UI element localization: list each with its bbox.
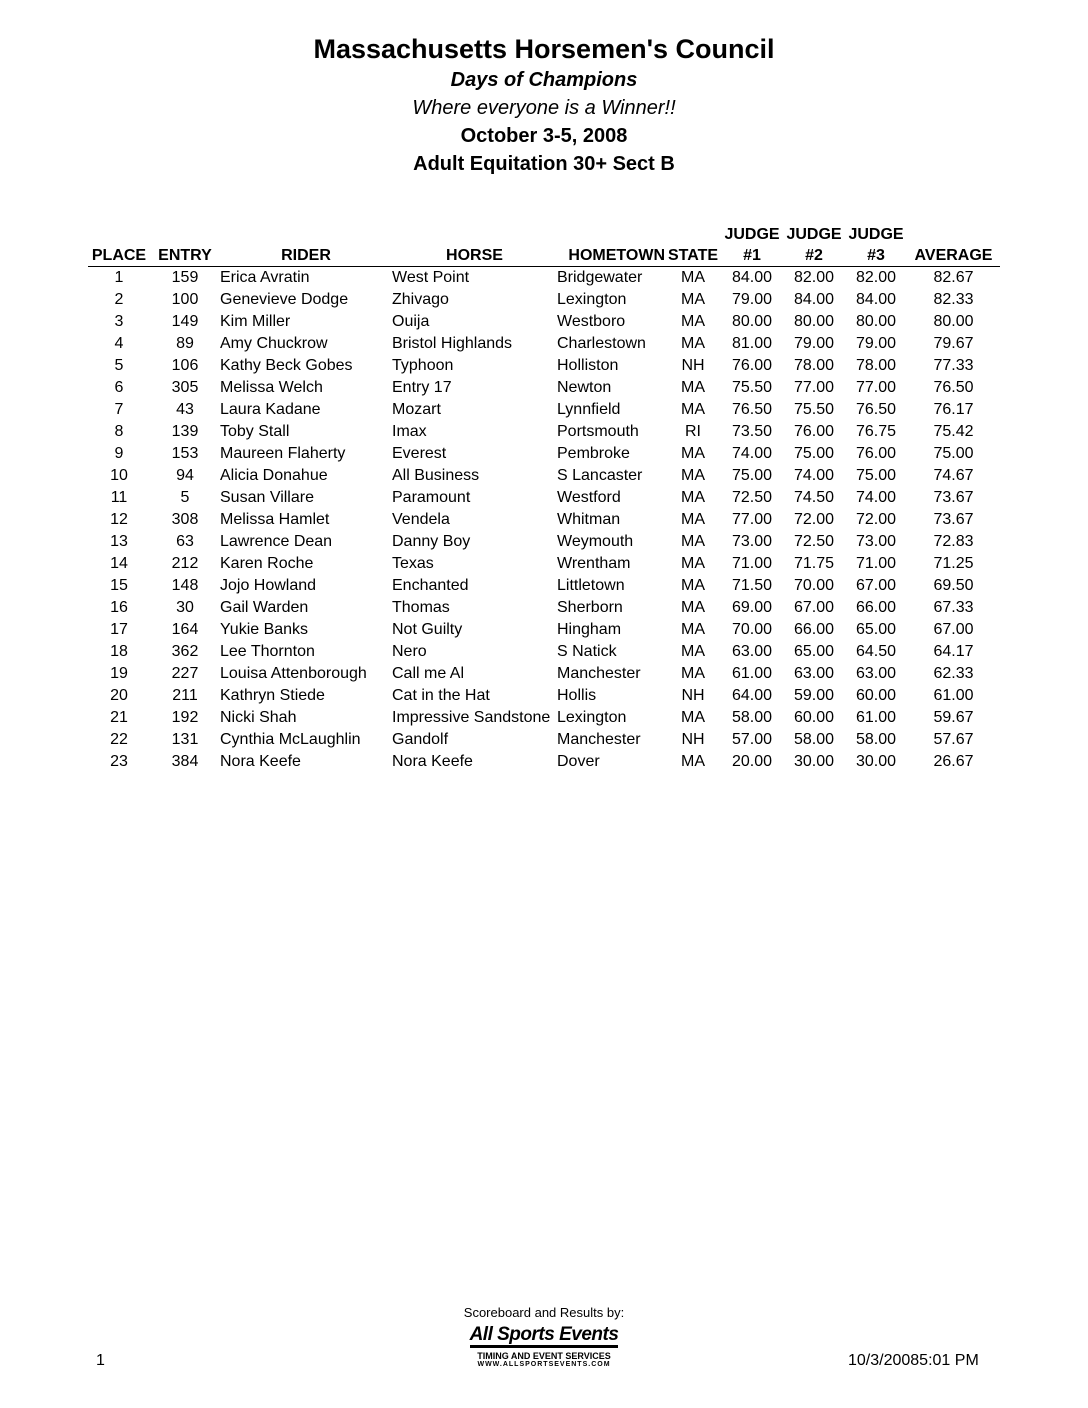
cell-judge-1: 84.00 bbox=[731, 269, 773, 286]
cell-average: 82.67 bbox=[933, 269, 974, 286]
class-name: Adult Equitation 30+ Sect B bbox=[413, 153, 675, 175]
cell-hometown: Whitman bbox=[557, 511, 621, 528]
cell-hometown: Pembroke bbox=[557, 445, 630, 462]
cell-entry: 43 bbox=[176, 401, 194, 418]
cell-judge-1: 77.00 bbox=[731, 511, 773, 528]
cell-judge-3: 63.00 bbox=[855, 665, 897, 682]
cell-entry: 192 bbox=[171, 709, 199, 726]
cell-entry: 153 bbox=[171, 445, 199, 462]
cell-rider: Jojo Howland bbox=[220, 577, 317, 594]
cell-judge-2: 77.00 bbox=[793, 379, 835, 396]
cell-judge-3: 75.00 bbox=[855, 467, 897, 484]
table-row bbox=[88, 289, 1000, 311]
cell-state: MA bbox=[681, 599, 705, 616]
col-header-entry: ENTRY bbox=[150, 245, 220, 267]
cell-rider: Kim Miller bbox=[220, 313, 291, 330]
cell-rider: Genevieve Dodge bbox=[220, 291, 349, 308]
table-row bbox=[88, 443, 1000, 465]
cell-rider: Gail Warden bbox=[220, 599, 309, 616]
cell-average: 71.25 bbox=[933, 555, 974, 572]
cell-horse: Texas bbox=[392, 555, 434, 572]
col-header-judge-1: #1 bbox=[721, 245, 783, 267]
cell-judge-3: 77.00 bbox=[855, 379, 897, 396]
cell-average: 67.00 bbox=[933, 621, 974, 638]
cell-rider: Alicia Donahue bbox=[220, 467, 328, 484]
cell-rider: Maureen Flaherty bbox=[220, 445, 346, 462]
cell-average: 80.00 bbox=[933, 313, 974, 330]
cell-hometown: Lexington bbox=[557, 709, 627, 726]
col-header-horse: HORSE bbox=[392, 245, 557, 267]
cell-average: 79.67 bbox=[933, 335, 974, 352]
cell-hometown: Hollis bbox=[557, 687, 597, 704]
cell-state: MA bbox=[681, 665, 705, 682]
cell-entry: 89 bbox=[176, 335, 194, 352]
cell-judge-3: 76.00 bbox=[855, 445, 897, 462]
cell-horse: Paramount bbox=[392, 489, 471, 506]
cell-state: MA bbox=[681, 753, 705, 770]
company-logo bbox=[0, 1324, 1088, 1346]
cell-average: 67.33 bbox=[933, 599, 974, 616]
cell-horse: Danny Boy bbox=[392, 533, 471, 550]
cell-rider: Toby Stall bbox=[220, 423, 290, 440]
cell-place: 16 bbox=[110, 599, 128, 616]
print-timestamp: 10/3/20085:01 PM bbox=[848, 1352, 979, 1369]
cell-state: MA bbox=[681, 313, 705, 330]
cell-horse: West Point bbox=[392, 269, 470, 286]
company-tagline: TIMING AND EVENT SERVICES bbox=[477, 1351, 611, 1361]
cell-judge-1: 72.50 bbox=[731, 489, 773, 506]
results-body bbox=[88, 267, 1000, 774]
cell-judge-2: 78.00 bbox=[793, 357, 835, 374]
cell-rider: Erica Avratin bbox=[220, 269, 310, 286]
cell-average: 59.67 bbox=[933, 709, 974, 726]
cell-entry: 100 bbox=[171, 291, 199, 308]
cell-entry: 148 bbox=[171, 577, 199, 594]
col-header-judge-3: #3 bbox=[845, 245, 907, 267]
cell-state: MA bbox=[681, 533, 705, 550]
cell-place: 15 bbox=[110, 577, 128, 594]
column-header-row bbox=[88, 245, 1000, 267]
cell-place: 7 bbox=[114, 401, 124, 418]
cell-average: 61.00 bbox=[933, 687, 974, 704]
cell-judge-1: 75.00 bbox=[731, 467, 773, 484]
cell-judge-3: 60.00 bbox=[855, 687, 897, 704]
cell-average: 76.50 bbox=[933, 379, 974, 396]
cell-entry: 5 bbox=[180, 489, 190, 506]
cell-hometown: Wrentham bbox=[557, 555, 631, 572]
cell-judge-1: 80.00 bbox=[731, 313, 773, 330]
cell-judge-3: 71.00 bbox=[855, 555, 897, 572]
event-slogan: Where everyone is a Winner!! bbox=[412, 97, 676, 119]
cell-place: 22 bbox=[110, 731, 128, 748]
cell-judge-3: 76.75 bbox=[855, 423, 897, 440]
col-header-judge-2: #2 bbox=[783, 245, 845, 267]
cell-average: 73.67 bbox=[933, 489, 974, 506]
cell-state: MA bbox=[681, 445, 705, 462]
judge-label-1: JUDGE bbox=[724, 226, 780, 243]
table-row bbox=[88, 333, 1000, 355]
cell-judge-2: 60.00 bbox=[793, 709, 835, 726]
table-row bbox=[88, 267, 1000, 290]
cell-hometown: Manchester bbox=[557, 665, 641, 682]
cell-hometown: Hingham bbox=[557, 621, 622, 638]
cell-horse: Thomas bbox=[392, 599, 450, 616]
cell-rider: Susan Villare bbox=[220, 489, 314, 506]
cell-state: RI bbox=[685, 423, 701, 440]
event-name: Days of Champions bbox=[450, 69, 638, 91]
table-row bbox=[88, 311, 1000, 333]
cell-average: 72.83 bbox=[933, 533, 974, 550]
cell-entry: 362 bbox=[171, 643, 199, 660]
cell-hometown: Sherborn bbox=[557, 599, 623, 616]
cell-judge-1: 71.50 bbox=[731, 577, 773, 594]
table-row bbox=[88, 707, 1000, 729]
table-row bbox=[88, 619, 1000, 641]
cell-judge-2: 65.00 bbox=[793, 643, 835, 660]
cell-judge-3: 61.00 bbox=[855, 709, 897, 726]
cell-hometown: Lexington bbox=[557, 291, 627, 308]
col-header-average: AVERAGE bbox=[907, 245, 1000, 267]
table-row bbox=[88, 685, 1000, 707]
company-name: All Sports Events bbox=[470, 1324, 619, 1348]
cell-judge-3: 84.00 bbox=[855, 291, 897, 308]
cell-state: NH bbox=[681, 687, 705, 704]
cell-state: MA bbox=[681, 621, 705, 638]
cell-rider: Cynthia McLaughlin bbox=[220, 731, 361, 748]
cell-judge-3: 30.00 bbox=[855, 753, 897, 770]
cell-judge-1: 81.00 bbox=[731, 335, 773, 352]
cell-state: MA bbox=[681, 401, 705, 418]
cell-judge-2: 80.00 bbox=[793, 313, 835, 330]
cell-entry: 131 bbox=[171, 731, 199, 748]
cell-rider: Karen Roche bbox=[220, 555, 314, 572]
cell-horse: Impressive Sandstone bbox=[392, 709, 551, 726]
cell-entry: 159 bbox=[171, 269, 199, 286]
cell-place: 3 bbox=[114, 313, 124, 330]
cell-average: 75.00 bbox=[933, 445, 974, 462]
cell-judge-3: 82.00 bbox=[855, 269, 897, 286]
cell-judge-1: 64.00 bbox=[731, 687, 773, 704]
table-row bbox=[88, 663, 1000, 685]
cell-rider: Yukie Banks bbox=[220, 621, 309, 638]
cell-state: MA bbox=[681, 643, 705, 660]
cell-average: 57.67 bbox=[933, 731, 974, 748]
cell-place: 11 bbox=[110, 489, 128, 506]
table-row bbox=[88, 377, 1000, 399]
cell-state: MA bbox=[681, 467, 705, 484]
cell-judge-2: 58.00 bbox=[793, 731, 835, 748]
cell-judge-3: 66.00 bbox=[855, 599, 897, 616]
cell-hometown: Portsmouth bbox=[557, 423, 639, 440]
cell-average: 64.17 bbox=[933, 643, 974, 660]
col-header-state: STATE bbox=[665, 245, 721, 267]
table-row bbox=[88, 487, 1000, 509]
cell-judge-1: 20.00 bbox=[731, 753, 773, 770]
cell-judge-3: 80.00 bbox=[855, 313, 897, 330]
cell-average: 75.42 bbox=[933, 423, 974, 440]
cell-judge-2: 63.00 bbox=[793, 665, 835, 682]
cell-horse: Zhivago bbox=[392, 291, 449, 308]
cell-entry: 94 bbox=[176, 467, 194, 484]
cell-state: MA bbox=[681, 577, 705, 594]
cell-rider: Kathryn Stiede bbox=[220, 687, 325, 704]
col-header-rider: RIDER bbox=[220, 245, 392, 267]
cell-state: MA bbox=[681, 489, 705, 506]
cell-judge-1: 61.00 bbox=[731, 665, 773, 682]
cell-state: MA bbox=[681, 709, 705, 726]
cell-judge-3: 74.00 bbox=[855, 489, 897, 506]
cell-hometown: Lynnfield bbox=[557, 401, 621, 418]
cell-judge-1: 69.00 bbox=[731, 599, 773, 616]
table-row bbox=[88, 465, 1000, 487]
cell-judge-2: 82.00 bbox=[793, 269, 835, 286]
table-row bbox=[88, 751, 1000, 773]
cell-average: 77.33 bbox=[933, 357, 974, 374]
col-header-place: PLACE bbox=[88, 245, 150, 267]
cell-judge-1: 75.50 bbox=[731, 379, 773, 396]
table-row bbox=[88, 355, 1000, 377]
cell-hometown: Westford bbox=[557, 489, 621, 506]
cell-entry: 384 bbox=[171, 753, 199, 770]
cell-state: MA bbox=[681, 511, 705, 528]
col-header-hometown: HOMETOWN bbox=[557, 245, 665, 267]
cell-state: NH bbox=[681, 357, 705, 374]
cell-rider: Laura Kadane bbox=[220, 401, 321, 418]
cell-judge-2: 30.00 bbox=[793, 753, 835, 770]
cell-place: 21 bbox=[110, 709, 128, 726]
cell-hometown: Manchester bbox=[557, 731, 641, 748]
cell-judge-2: 79.00 bbox=[793, 335, 835, 352]
cell-average: 82.33 bbox=[933, 291, 974, 308]
cell-hometown: Westboro bbox=[557, 313, 626, 330]
cell-hometown: Charlestown bbox=[557, 335, 646, 352]
cell-place: 1 bbox=[114, 269, 124, 286]
cell-rider: Nicki Shah bbox=[220, 709, 297, 726]
cell-judge-1: 79.00 bbox=[731, 291, 773, 308]
cell-judge-2: 72.00 bbox=[793, 511, 835, 528]
cell-rider: Lawrence Dean bbox=[220, 533, 333, 550]
cell-horse: Everest bbox=[392, 445, 447, 462]
cell-place: 6 bbox=[114, 379, 124, 396]
cell-judge-1: 58.00 bbox=[731, 709, 773, 726]
cell-judge-1: 57.00 bbox=[731, 731, 773, 748]
cell-state: NH bbox=[681, 731, 705, 748]
cell-entry: 305 bbox=[171, 379, 199, 396]
cell-hometown: Weymouth bbox=[557, 533, 634, 550]
cell-entry: 63 bbox=[176, 533, 194, 550]
cell-judge-3: 64.50 bbox=[855, 643, 897, 660]
cell-judge-2: 74.00 bbox=[793, 467, 835, 484]
cell-judge-3: 58.00 bbox=[855, 731, 897, 748]
cell-average: 73.67 bbox=[933, 511, 974, 528]
cell-judge-2: 59.00 bbox=[793, 687, 835, 704]
cell-judge-2: 76.00 bbox=[793, 423, 835, 440]
cell-rider: Louisa Attenborough bbox=[220, 665, 367, 682]
credit-label: Scoreboard and Results by: bbox=[463, 1305, 625, 1320]
cell-judge-3: 65.00 bbox=[855, 621, 897, 638]
cell-rider: Melissa Welch bbox=[220, 379, 323, 396]
cell-rider: Lee Thornton bbox=[220, 643, 315, 660]
cell-hometown: S Natick bbox=[557, 643, 617, 660]
table-row bbox=[88, 531, 1000, 553]
cell-place: 4 bbox=[114, 335, 124, 352]
cell-judge-3: 72.00 bbox=[855, 511, 897, 528]
cell-hometown: S Lancaster bbox=[557, 467, 643, 484]
cell-state: MA bbox=[681, 269, 705, 286]
cell-state: MA bbox=[681, 555, 705, 572]
cell-judge-2: 72.50 bbox=[793, 533, 835, 550]
cell-horse: Cat in the Hat bbox=[392, 687, 490, 704]
cell-entry: 227 bbox=[171, 665, 199, 682]
cell-place: 19 bbox=[110, 665, 128, 682]
judge-header-row bbox=[88, 224, 1000, 245]
cell-place: 10 bbox=[110, 467, 128, 484]
cell-hometown: Holliston bbox=[557, 357, 619, 374]
cell-place: 13 bbox=[110, 533, 128, 550]
cell-horse: Nero bbox=[392, 643, 427, 660]
results-table bbox=[88, 224, 1000, 773]
cell-horse: Enchanted bbox=[392, 577, 469, 594]
cell-judge-2: 66.00 bbox=[793, 621, 835, 638]
company-website: WWW.ALLSPORTSEVENTS.COM bbox=[477, 1361, 611, 1368]
cell-rider: Nora Keefe bbox=[220, 753, 301, 770]
cell-state: MA bbox=[681, 291, 705, 308]
cell-entry: 30 bbox=[176, 599, 194, 616]
cell-rider: Amy Chuckrow bbox=[220, 335, 328, 352]
cell-horse: Entry 17 bbox=[392, 379, 452, 396]
cell-judge-2: 74.50 bbox=[793, 489, 835, 506]
cell-hometown: Newton bbox=[557, 379, 612, 396]
table-row bbox=[88, 421, 1000, 443]
cell-place: 5 bbox=[114, 357, 124, 374]
cell-horse: Not Guilty bbox=[392, 621, 463, 638]
cell-horse: Typhoon bbox=[392, 357, 454, 374]
cell-place: 8 bbox=[114, 423, 124, 440]
cell-judge-3: 76.50 bbox=[855, 401, 897, 418]
cell-average: 26.67 bbox=[933, 753, 974, 770]
event-dates: October 3-5, 2008 bbox=[460, 125, 628, 147]
cell-judge-2: 67.00 bbox=[793, 599, 835, 616]
cell-hometown: Littletown bbox=[557, 577, 625, 594]
cell-place: 9 bbox=[114, 445, 124, 462]
cell-place: 20 bbox=[110, 687, 128, 704]
cell-place: 14 bbox=[110, 555, 128, 572]
cell-place: 17 bbox=[110, 621, 128, 638]
document-title: Massachusetts Horsemen's Council bbox=[313, 34, 775, 64]
cell-rider: Kathy Beck Gobes bbox=[220, 357, 353, 374]
cell-judge-1: 76.00 bbox=[731, 357, 773, 374]
table-row bbox=[88, 641, 1000, 663]
cell-judge-2: 70.00 bbox=[793, 577, 835, 594]
cell-judge-1: 71.00 bbox=[731, 555, 773, 572]
table-row bbox=[88, 399, 1000, 421]
cell-entry: 164 bbox=[171, 621, 199, 638]
document-header bbox=[0, 32, 1088, 178]
cell-judge-2: 75.00 bbox=[793, 445, 835, 462]
judge-label-2: JUDGE bbox=[786, 226, 842, 243]
cell-rider: Melissa Hamlet bbox=[220, 511, 330, 528]
cell-entry: 211 bbox=[172, 687, 198, 704]
table-row bbox=[88, 509, 1000, 531]
cell-entry: 106 bbox=[171, 357, 199, 374]
cell-judge-1: 74.00 bbox=[731, 445, 773, 462]
cell-horse: Gandolf bbox=[392, 731, 449, 748]
cell-place: 12 bbox=[110, 511, 128, 528]
cell-average: 74.67 bbox=[933, 467, 974, 484]
cell-judge-1: 76.50 bbox=[731, 401, 773, 418]
cell-judge-1: 73.00 bbox=[731, 533, 773, 550]
cell-state: MA bbox=[681, 335, 705, 352]
cell-horse: Vendela bbox=[392, 511, 450, 528]
table-row bbox=[88, 729, 1000, 751]
cell-judge-3: 73.00 bbox=[855, 533, 897, 550]
cell-horse: Mozart bbox=[392, 401, 441, 418]
cell-hometown: Bridgewater bbox=[557, 269, 643, 286]
cell-average: 76.17 bbox=[933, 401, 974, 418]
cell-average: 62.33 bbox=[933, 665, 974, 682]
cell-entry: 212 bbox=[171, 555, 199, 572]
cell-horse: Ouija bbox=[392, 313, 430, 330]
cell-horse: Imax bbox=[392, 423, 427, 440]
table-row bbox=[88, 575, 1000, 597]
page-number: 1 bbox=[96, 1352, 105, 1369]
cell-place: 2 bbox=[114, 291, 124, 308]
cell-judge-2: 84.00 bbox=[793, 291, 835, 308]
cell-horse: Call me Al bbox=[392, 665, 465, 682]
cell-judge-3: 78.00 bbox=[855, 357, 897, 374]
cell-judge-1: 63.00 bbox=[731, 643, 773, 660]
cell-judge-3: 79.00 bbox=[855, 335, 897, 352]
cell-judge-2: 71.75 bbox=[793, 555, 835, 572]
cell-hometown: Dover bbox=[557, 753, 600, 770]
cell-entry: 149 bbox=[171, 313, 199, 330]
cell-average: 69.50 bbox=[933, 577, 974, 594]
cell-state: MA bbox=[681, 379, 705, 396]
table-row bbox=[88, 553, 1000, 575]
cell-entry: 308 bbox=[171, 511, 199, 528]
cell-judge-3: 67.00 bbox=[855, 577, 897, 594]
cell-place: 18 bbox=[110, 643, 128, 660]
cell-horse: Nora Keefe bbox=[392, 753, 473, 770]
cell-judge-1: 70.00 bbox=[731, 621, 773, 638]
cell-entry: 139 bbox=[171, 423, 199, 440]
cell-horse: All Business bbox=[392, 467, 480, 484]
table-row bbox=[88, 597, 1000, 619]
cell-horse: Bristol Highlands bbox=[392, 335, 513, 352]
judge-label-3: JUDGE bbox=[848, 226, 904, 243]
cell-judge-1: 73.50 bbox=[731, 423, 773, 440]
cell-judge-2: 75.50 bbox=[793, 401, 835, 418]
cell-place: 23 bbox=[110, 753, 128, 770]
